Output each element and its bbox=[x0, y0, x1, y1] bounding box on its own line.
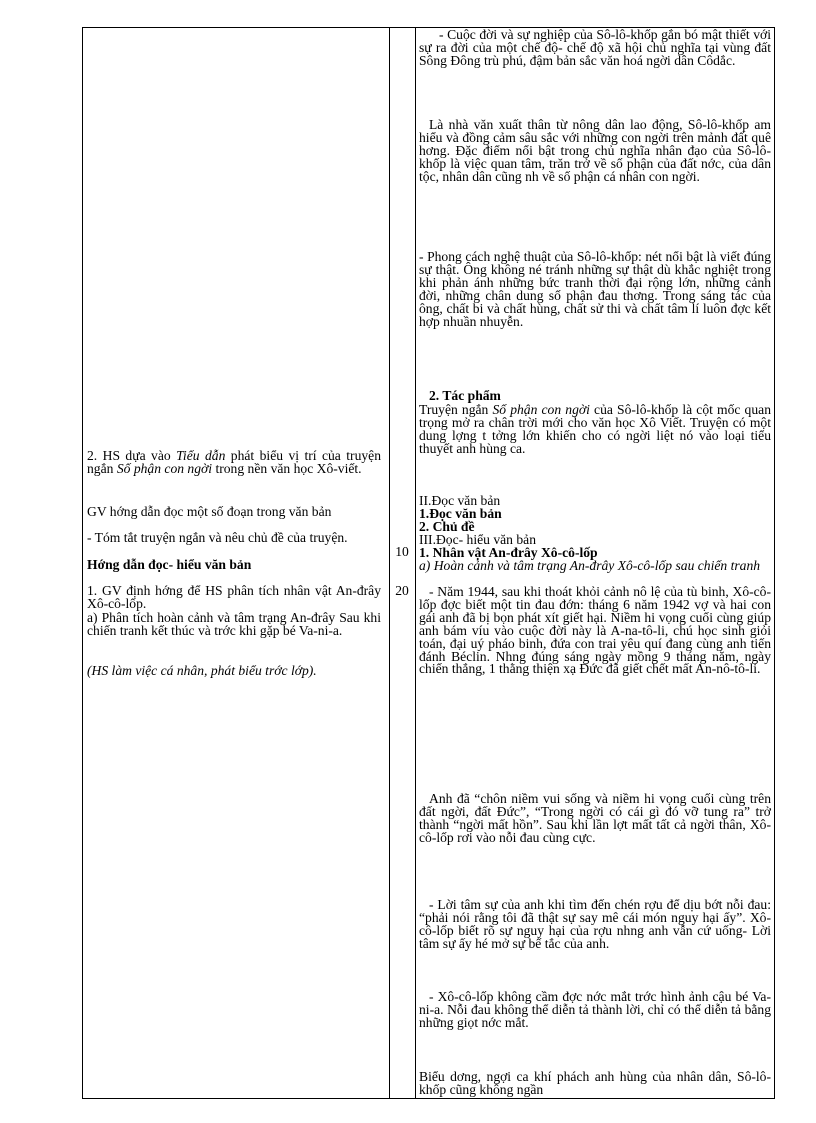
right-paragraph-nha-van: Là nhà văn xuất thân từ nông dân lao động, Sô-lô-khốp am hiểu và đồng cảm sâu sắc với những con ngời trên mảnh đất quê hơng. Đặc điểm nổi bật trong chủ nghĩa nhân đạo của Sô-lô-khốp là việc quan tâm, trăn trở về số phận của đất nớc, của dân tộc, nhân dân cũng nh về số phận cá nhân con ngời. bbox=[419, 117, 771, 184]
right-paragraph-phong-cach: - Phong cách nghệ thuật của Sô-lô-khốp: nét nổi bật là viết đúng sự thật. Ông không né tránh những sự thật dù khắc nghiệt trong khi phản ánh những bức tranh thời đại rộng lớn, những cảnh đời, những chân dung số phận đau thơng. Trong sáng tác của ông, chất bi và chất hùng, chất sử thi và chất tâm lí luôn đợc kết hợp nhuần nhuyễn. bbox=[419, 249, 771, 329]
time-value-10: 10 bbox=[395, 544, 409, 559]
lesson-table bbox=[82, 27, 775, 1099]
left-paragraph-vi-tri bbox=[87, 450, 381, 476]
right-paragraph-loi-tam-su: - Lời tâm sự của anh khi tìm đến chén rợu để dịu bớt nỗi đau: “phải nói rằng tôi đã thật sự say mê cái món nguy hại ấy”. Xô-cô-lốp biết rõ sự nguy hại của rợu nhng anh vẫn cứ uống- Lời tâm sự ấy hé mở sự bế tắc của anh. bbox=[419, 897, 771, 951]
right-r4-text-a: Truyện ngắn bbox=[419, 402, 493, 417]
right-subheading-hoan-canh: a) Hoàn cảnh và tâm trạng An-đrây Xô-cô-lốp sau chiến tranh bbox=[419, 558, 761, 573]
left-p1-text-b: phát biểu vị trí của truyện ngắn bbox=[87, 448, 381, 476]
teacher-student-activity-column bbox=[83, 28, 390, 1098]
right-heading-doc-van-ban: 1.Đọc văn bản bbox=[419, 506, 502, 521]
left-p1-em-tieu-dan: Tiểu dẫn bbox=[176, 448, 226, 463]
content-column bbox=[416, 28, 774, 1098]
left-paragraph-huong-dan-doc: GV hớng dẫn đọc một số đoạn trong văn bản bbox=[87, 504, 332, 519]
right-paragraph-khong-cam-duoc: - Xô-cô-lốp không cầm đợc nớc mắt trớc hình ảnh cậu bé Va-ni-a. Nỗi đau không thể diễn tả thành lời, chỉ có thể diễn tả bằng những giọt nớc mắt. bbox=[419, 989, 771, 1030]
left-paragraph-dinh-huong: 1. GV định hớng để HS phân tích nhân vật An-đrây Xô-cô-lốp. bbox=[87, 583, 381, 611]
left-p1-text-c: trong nền văn học Xô-viết. bbox=[212, 460, 362, 476]
right-paragraph-bieu-duong: Biểu dơng, ngợi ca khí phách anh hùng của nhân dân, Sô-lô-khốp cũng không ngần bbox=[419, 1069, 771, 1097]
left-paragraph-tom-tat: - Tóm tắt truyện ngắn và nêu chủ đề của truyện. bbox=[87, 530, 348, 545]
time-value-20: 20 bbox=[395, 583, 409, 598]
left-p1-em-so-phan: Số phận con ngời bbox=[116, 460, 213, 476]
right-heading-nhan-vat: 1. Nhân vật An-đrây Xô-cô-lốp bbox=[419, 545, 598, 560]
right-section-doc-van-ban: II.Đọc văn bản bbox=[419, 493, 501, 508]
right-paragraph-truyen-ngan bbox=[419, 404, 771, 456]
right-heading-tac-pham: 2. Tác phẩm bbox=[429, 388, 501, 403]
right-section-doc-hieu: III.Đọc- hiểu văn bản bbox=[419, 532, 537, 547]
right-heading-chu-de: 2. Chủ đề bbox=[419, 519, 475, 534]
left-heading-doc-hieu: Hớng dẫn đọc- hiểu văn bản bbox=[87, 557, 252, 572]
right-r4-em-so-phan: Số phận con ngời bbox=[492, 402, 590, 417]
right-r4-text-b: của Sô-lô-khốp là cột mốc quan trọng mở ra chân trời mới cho văn học Xô Viết. Truyện có một dung lợng t tởng lớn khiến cho có ngời liệt nó vào loại tiểu thuyết anh hùng ca. bbox=[419, 402, 771, 456]
left-paragraph-phan-tich: a) Phân tích hoàn cảnh và tâm trạng An-đrây Sau khi chiến tranh kết thúc và trớc khi gặp bé Va-ni-a. bbox=[87, 610, 381, 638]
time-column bbox=[389, 28, 416, 1098]
right-paragraph-nam-1944: - Năm 1944, sau khi thoát khỏi cảnh nô lệ của tù binh, Xô-cô-lốp đợc biết một tin đau đớn: tháng 6 năm 1942 vợ và hai con gái anh đã bị bọn phát xít giết hại. Niềm hi vọng cuối cùng giúp anh bám víu vào cuộc đời này là A-na-tô-li, chú học sinh giỏi toán, đại uý pháo binh, đứa con trai yêu quí đang cùng anh tiến đánh Béclin. Nhng đúng sáng ngày mồng 9 tháng năm, ngày chiến thắng, 1 thằng thiện xạ Đức đã giết chết mất An-nô-tô-li. bbox=[419, 584, 771, 677]
right-paragraph-chon-niem-vui: Anh đã “chôn niềm vui sống và niềm hi vọng cuối cùng trên đất ngời, đất Đức”, “Trong ngời có cái gì đó vỡ tung ra” trở thành “ngời mất hồn”. Sau khi lần lợt mất tất cả ngời thân, Xô-cô-lốp rơi vào nỗi đau cùng cực. bbox=[419, 791, 771, 845]
left-paragraph-hs-lam-viec: (HS làm việc cá nhân, phát biểu trớc lớp). bbox=[87, 663, 317, 678]
right-paragraph-cuoc-doi: - Cuộc đời và sự nghiệp của Sô-lô-khốp gắn bó mật thiết với sự ra đời của một chế độ- chế độ xã hội chủ nghĩa tại vùng đất Sông Đông trù phú, đậm bản sắc văn hoá ngời dân Côdắc. bbox=[419, 27, 771, 68]
left-p1-text-a: 2. HS dựa vào bbox=[87, 448, 177, 463]
